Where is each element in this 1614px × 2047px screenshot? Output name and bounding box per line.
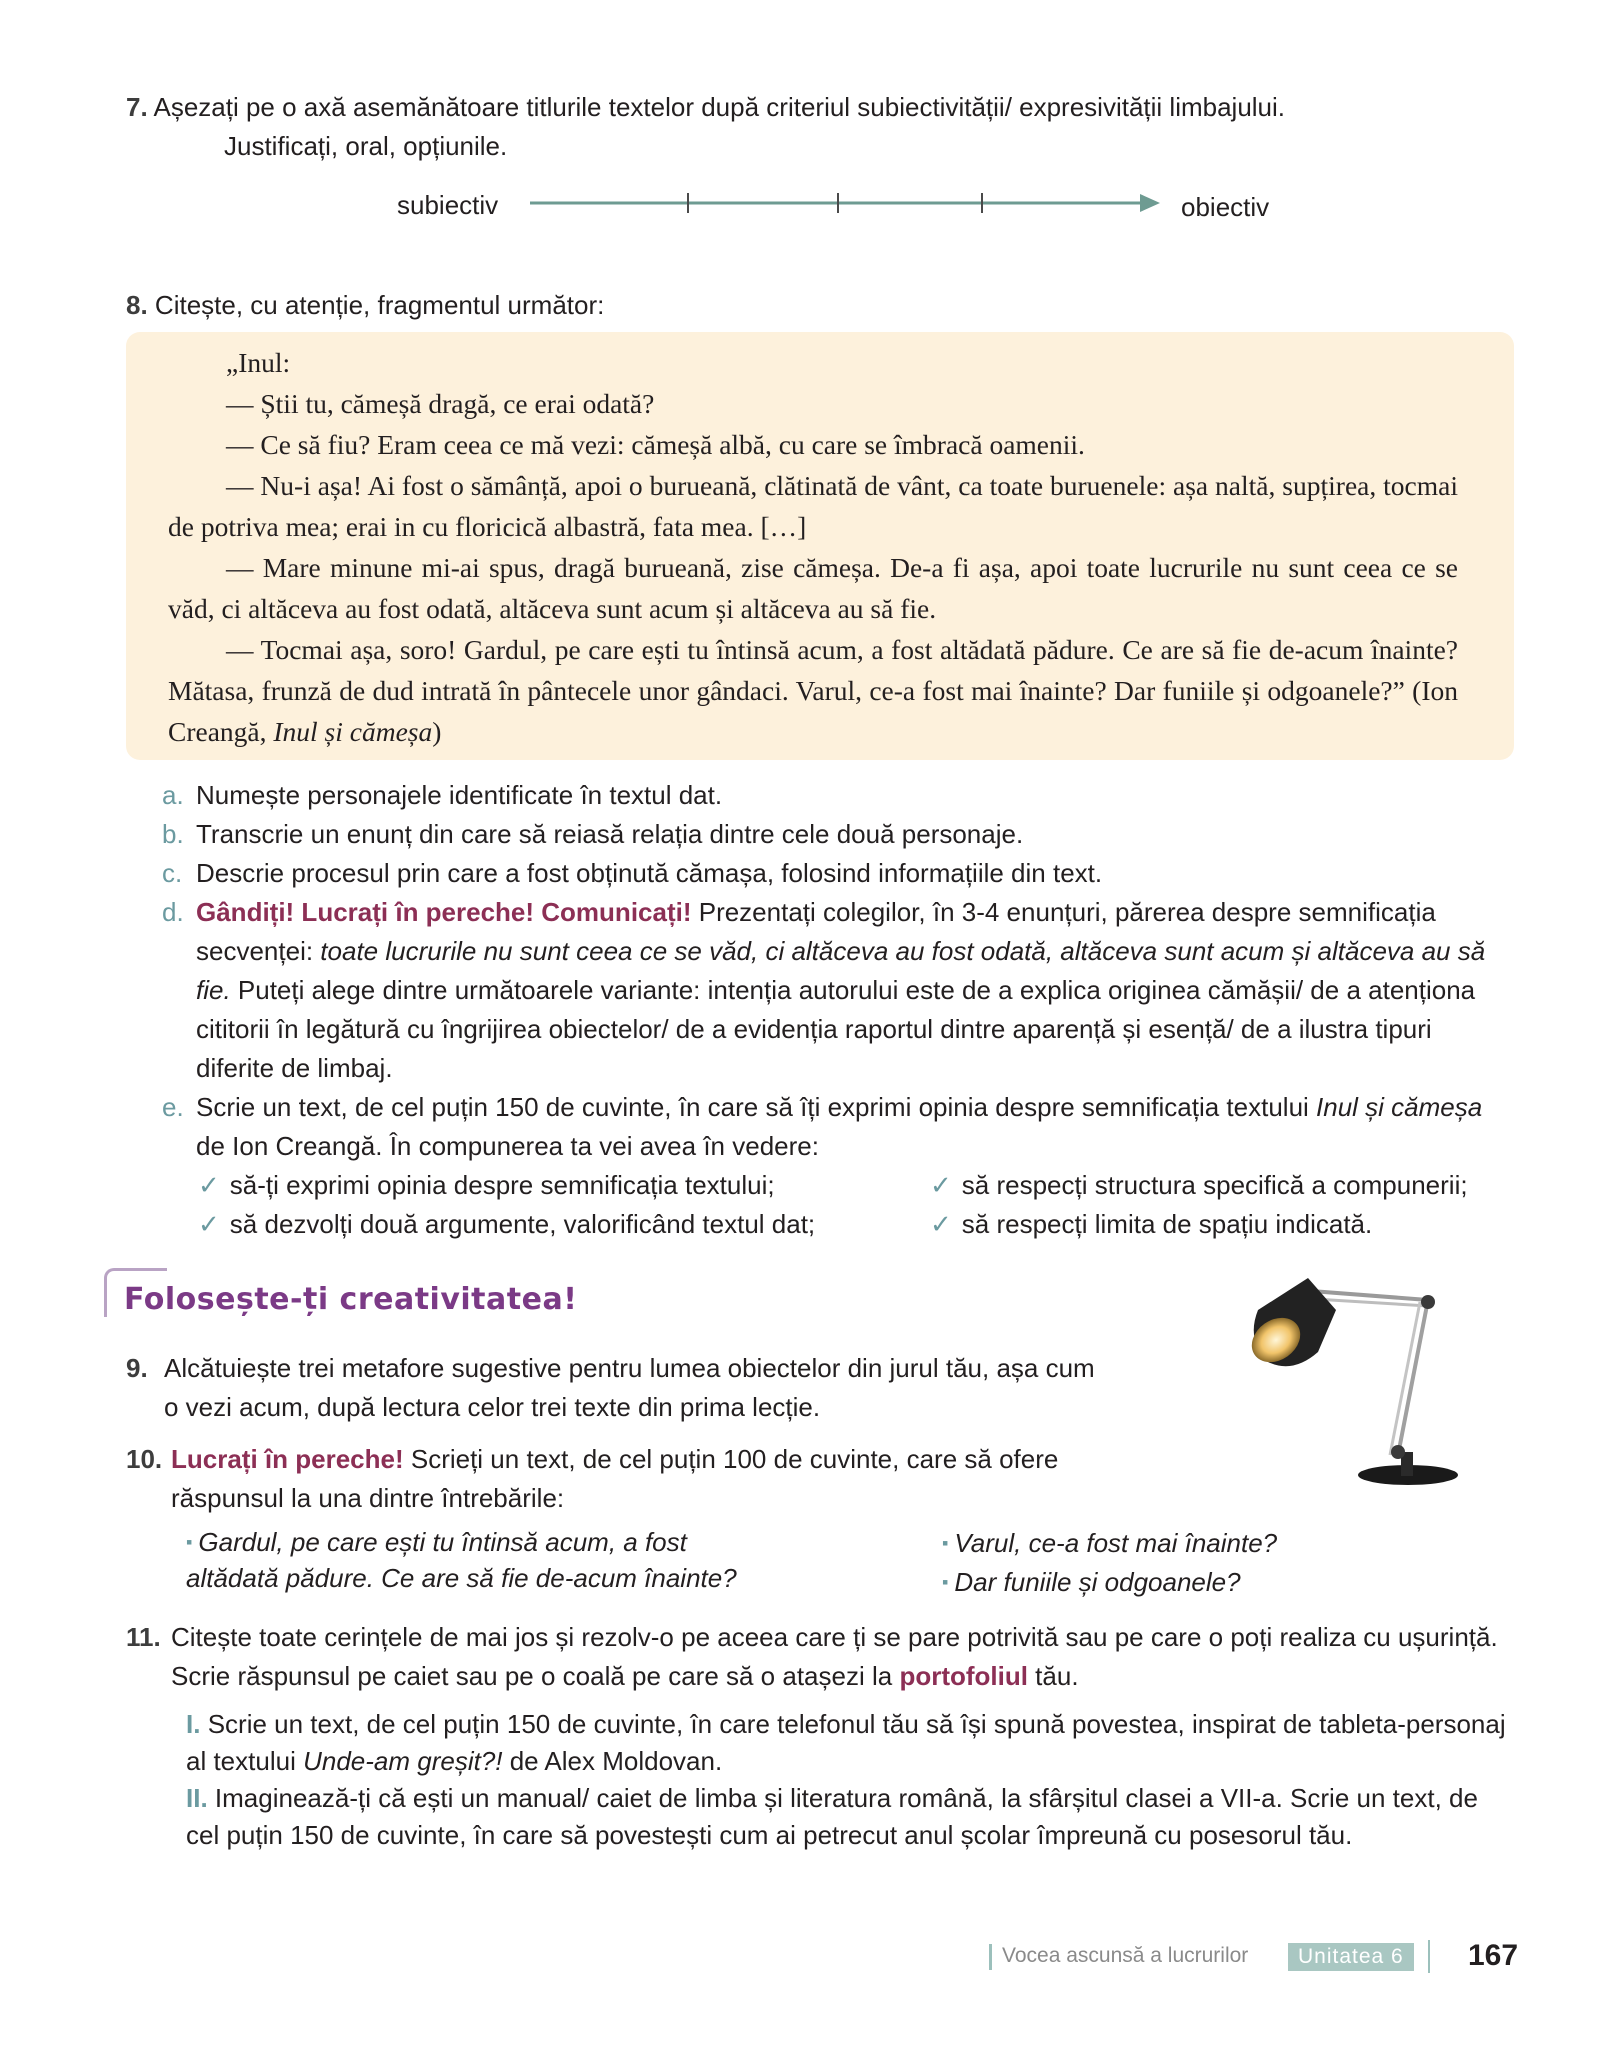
exercise-7: [126, 88, 1506, 166]
quote-line: „Inul:: [226, 347, 291, 378]
checklist-text: să respecți limita de spațiu indicată.: [961, 1209, 1373, 1239]
bullet-icon: ▪: [942, 1572, 949, 1592]
task-text: [162, 893, 1502, 1088]
option-italic-title: Unde-am greșit?!: [303, 1746, 503, 1776]
option-label: I.: [186, 1709, 201, 1739]
footer-divider: [989, 1944, 992, 1970]
checklist-item: [198, 1205, 815, 1244]
option-text: Imaginează-ți că ești un manual/ caiet de limba și literatura română, la sfârșitul clasei a VII-a. Scrie un text, de cel puțin 150 de cuvinte, în care să povestești cum ai petrecut anul școlar împreună cu posesorul tău.: [186, 1783, 1478, 1850]
question-2: [942, 1524, 1277, 1602]
exercise-9: [126, 1349, 1116, 1427]
quote-line: — Mare minune mi-ai spus, dragă burueană, zise cămeșa. De-a fi așa, apoi toate lucrurile nu sunt ceea ce se văd, ci altăceva au fost odată, altăceva sunt acum și altăceva au să fie.: [168, 552, 1458, 624]
exercise-accent: Lucrați în pereche!: [171, 1444, 404, 1474]
task-e: [162, 1088, 1502, 1166]
task-a: [162, 776, 1502, 815]
question-text: Varul, ce-a fost mai înainte?: [954, 1528, 1278, 1558]
quote-text-part: ): [432, 716, 442, 747]
check-icon: ✓: [930, 1209, 952, 1239]
option-II: [186, 1780, 1506, 1854]
check-icon: ✓: [930, 1170, 952, 1200]
checklist-text: să dezvolți două argumente, valorificând textul dat;: [229, 1209, 816, 1239]
option-label: II.: [186, 1783, 208, 1813]
exercise-8-prompt: [126, 286, 604, 325]
checklist-text: să-ți exprimi opinia despre semnificația textului;: [229, 1170, 775, 1200]
quote-source-title: Inul și cămeșa: [273, 716, 433, 747]
subjectivity-axis: [0, 176, 1614, 236]
section-title: Folosește-ți creativitatea!: [124, 1282, 578, 1317]
exercise-7-text-2: Justificați, oral, opțiunile.: [224, 131, 508, 161]
question-text: Gardul, pe care ești tu întinsă acum, a fost altădată pădure. Ce are să fie de-acum înainte?: [186, 1527, 737, 1593]
exercise-text-part: Citește toate cerințele de mai jos și rezolv-o pe aceea care ți se pare potrivită sau pe care o poți realiza cu ușurință. Scrie răspunsul pe caiet sau pe o coală pe care să o atașezi la: [171, 1622, 1498, 1691]
task-b: [162, 815, 1502, 854]
check-icon: ✓: [198, 1170, 220, 1200]
quote-line: [168, 629, 1458, 752]
footer-title: Vocea ascunsă a lucrurilor: [1002, 1944, 1249, 1967]
option-text: Scrie un text, de cel puțin 150 de cuvinte, în care telefonul tău să își spună povestea, inspirat de tableta-personaj al textului: [186, 1709, 1506, 1776]
quote-text-part: — Tocmai așa, soro! Gardul, pe care ești tu întinsă acum, a fost altădată pădure. Ce are să fie de-acum înainte? Mătasa, frunză de dud intrată în pântecele unor gândaci. Varul, ce-a fost mai înainte? Dar funiile și odgoanele?” (Ion Creangă,: [168, 634, 1458, 747]
exercise-number: 9.: [126, 1353, 148, 1383]
exercise-9-text: Alcătuiește trei metafore sugestive pentru lumea obiectelor din jurul tău, așa cum o vezi acum, după lectura celor trei texte din prima lecție.: [164, 1353, 1095, 1422]
question-item: [942, 1524, 1277, 1563]
task-italic-quote: toate lucrurile nu sunt ceea ce se văd, ci altăceva au fost odată, altăceva sunt acum și altăceva au să fie.: [196, 936, 1486, 1005]
exercise-11: [126, 1618, 1506, 1696]
question-text: Dar funiile și odgoanele?: [954, 1567, 1241, 1597]
checklist-right: [930, 1166, 1468, 1244]
task-text: Descrie procesul prin care a fost obținută cămașa, folosind informațiile din text.: [196, 858, 1103, 888]
check-icon: ✓: [198, 1209, 220, 1239]
bullet-icon: ▪: [186, 1532, 193, 1552]
exercise-number: 10.: [126, 1444, 163, 1474]
exercise-10: [126, 1440, 1116, 1518]
exercise-8-text: Citește, cu atenție, fragmentul următor:: [154, 290, 605, 320]
exercise-number: 11.: [126, 1622, 161, 1652]
task-text: Transcrie un enunț din care să reiasă relația dintre cele două personaje.: [196, 819, 1024, 849]
task-letter: d.: [162, 897, 184, 927]
axis-label-left: subiectiv: [397, 190, 499, 220]
exercise-number: 7.: [126, 92, 148, 122]
checklist-text: să respecți structura specifică a compunerii;: [961, 1170, 1468, 1200]
footer-unit-badge: Unitatea 6: [1288, 1943, 1414, 1971]
desk-lamp-image: [1238, 1270, 1468, 1490]
checklist-item: [930, 1166, 1468, 1205]
exercise-number: 8.: [126, 290, 148, 320]
question-item: [942, 1563, 1277, 1602]
exercise-text-part: tău.: [1027, 1661, 1079, 1691]
task-italic-title: Inul și cămeșa: [1316, 1092, 1483, 1122]
quote-line: — Știi tu, cămeșă dragă, ce erai odată?: [226, 388, 655, 419]
page-number: 167: [1468, 1939, 1519, 1972]
task-letter: e.: [162, 1092, 184, 1122]
task-letter: a.: [162, 780, 184, 810]
quote-line: — Nu-i așa! Ai fost o sămânță, apoi o burueană, clătinată de vânt, ca toate buruenele: așa naltă, supțirea, tocmai de potriva mea; erai in cu floricică albastră, fata mea. […]: [168, 470, 1458, 542]
task-text: [162, 1088, 1502, 1166]
task-text-part: de Ion Creangă. În compunerea ta vei avea în vedere:: [196, 1131, 819, 1161]
footer-divider: [1428, 1940, 1430, 1973]
exercise-11-text: [126, 1618, 1506, 1696]
task-c: [162, 854, 1502, 893]
task-letter: c.: [162, 858, 183, 888]
task-accent: Gândiți! Lucrați în pereche! Comunicați!: [196, 897, 692, 927]
quote-text: [168, 342, 1458, 752]
task-letter: b.: [162, 819, 184, 849]
task-text-part: Scrie un text, de cel puțin 150 de cuvinte, în care să îți exprimi opinia despre semnificația textului: [196, 1092, 1317, 1122]
exercise-7-text: Așezați pe o axă asemănătoare titlurile textelor după criteriul subiectivității/ expresivității limbajului.: [153, 92, 1286, 122]
bullet-icon: ▪: [942, 1533, 949, 1553]
task-text: Numește personajele identificate în textul dat.: [196, 780, 723, 810]
option-I: [186, 1706, 1506, 1780]
exercise-accent: portofoliul: [899, 1661, 1028, 1691]
question-1: [186, 1524, 786, 1596]
task-d: [162, 893, 1502, 1088]
task-text-part: Puteți alege dintre următoarele variante: intenția autorului este de a explica originea cămășii/ de a atenționa cititorii în legătură cu îngrijirea obiectelor/ de a evidenția raportul dintre aparență și esență/ de a ilustra tipuri diferite de limbaj.: [196, 975, 1476, 1083]
exercise-10-text: [126, 1440, 1116, 1518]
task-text-part: Prezentați colegilor, în 3-4 enunțuri, părerea despre semnificația secvenței:: [196, 897, 1436, 966]
option-text: de Alex Moldovan.: [502, 1746, 723, 1776]
checklist-item: [930, 1205, 1468, 1244]
checklist-left: [198, 1166, 815, 1244]
axis-label-right: obiectiv: [1181, 192, 1270, 222]
exercise-text-part: Scrieți un text, de cel puțin 100 de cuvinte, care să ofere răspunsul la una dintre întrebările:: [171, 1444, 1059, 1513]
checklist-item: [198, 1166, 815, 1205]
quote-line: — Ce să fiu? Eram ceea ce mă vezi: cămeșă albă, cu care se îmbracă oamenii.: [226, 429, 1085, 460]
